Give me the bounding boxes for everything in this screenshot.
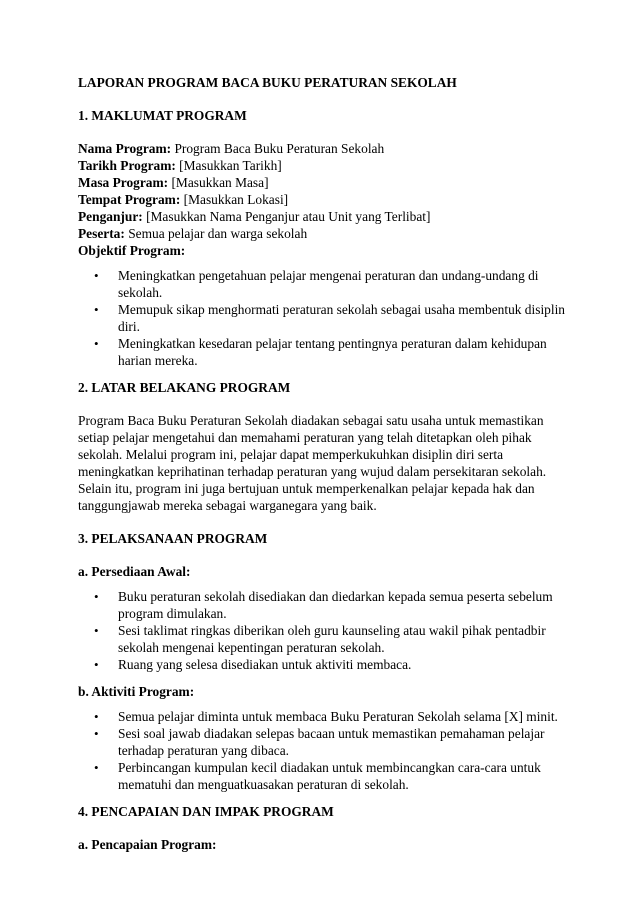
list-item <box>78 588 570 622</box>
info-penganjur <box>78 208 570 225</box>
list-item-text: Sesi soal jawab diadakan selepas bacaan untuk memastikan pemahaman pelajar terhadap peraturan yang dibaca. <box>118 726 545 758</box>
persediaan-list <box>78 588 570 673</box>
list-item-text: Semua pelajar diminta untuk membaca Buku Peraturan Sekolah selama [X] minit. <box>118 709 558 724</box>
bullet-icon: • <box>94 760 99 775</box>
list-item <box>78 267 570 301</box>
info-label: Masa Program: <box>78 175 169 190</box>
list-item <box>78 708 570 725</box>
list-item-text: Meningkatkan kesedaran pelajar tentang pentingnya peraturan dalam kehidupan harian mereka. <box>118 336 547 368</box>
background-paragraph: Program Baca Buku Peraturan Sekolah diadakan sebagai satu usaha untuk memastikan setiap pelajar mengetahui dan memahami peraturan yang telah ditetapkan oleh pihak sekolah. Melalui program ini, pelajar dapat memperkukuhkan disiplin diri serta meningkatkan keprihatinan terhadap peraturan yang wujud dalam persekitaran sekolah. Selain itu, program ini juga bertujuan untuk memperkenalkan pelajar kepada hak dan tanggungjawab mereka sebagai warganegara yang baik. <box>78 413 547 513</box>
bullet-icon: • <box>94 657 99 672</box>
info-value: [Masukkan Tarikh] <box>175 158 282 173</box>
bullet-icon: • <box>94 268 99 283</box>
bullet-icon: • <box>94 709 99 724</box>
section-4-heading: 4. PENCAPAIAN DAN IMPAK PROGRAM <box>78 804 334 819</box>
section-3-heading: 3. PELAKSANAAN PROGRAM <box>78 531 268 546</box>
info-peserta <box>78 225 570 242</box>
info-label: Peserta: <box>78 226 125 241</box>
program-info <box>78 140 570 259</box>
info-label: Tempat Program: <box>78 192 181 207</box>
list-item <box>78 759 570 793</box>
info-tarikh-program <box>78 157 570 174</box>
bullet-icon: • <box>94 302 99 317</box>
list-item <box>78 622 570 656</box>
section-2-heading: 2. LATAR BELAKANG PROGRAM <box>78 380 291 395</box>
document-page <box>78 74 570 869</box>
list-item-text: Perbincangan kumpulan kecil diadakan untuk membincangkan cara-cara untuk mematuhi dan menguatkuasakan peraturan di sekolah. <box>118 760 541 792</box>
list-item-text: Meningkatkan pengetahuan pelajar mengenai peraturan dan undang-undang di sekolah. <box>118 268 539 300</box>
info-nama-program <box>78 140 570 157</box>
info-value: [Masukkan Lokasi] <box>180 192 289 207</box>
list-item-text: Memupuk sikap menghormati peraturan sekolah sebagai usaha membentuk disiplin diri. <box>118 302 565 334</box>
list-item <box>78 335 570 369</box>
section-1-heading: 1. MAKLUMAT PROGRAM <box>78 108 247 123</box>
list-item <box>78 656 570 673</box>
subsection-persediaan-heading: a. Persediaan Awal: <box>78 564 191 579</box>
subsection-aktiviti-heading: b. Aktiviti Program: <box>78 684 195 699</box>
list-item-text: Sesi taklimat ringkas diberikan oleh guru kaunseling atau wakil pihak pentadbir sekolah mengenai kepentingan peraturan sekolah. <box>118 623 546 655</box>
bullet-icon: • <box>94 336 99 351</box>
bullet-icon: • <box>94 623 99 638</box>
info-label: Tarikh Program: <box>78 158 176 173</box>
list-item <box>78 725 570 759</box>
list-item-text: Ruang yang selesa disediakan untuk aktiviti membaca. <box>118 657 412 672</box>
info-value: Program Baca Buku Peraturan Sekolah <box>171 141 385 156</box>
info-label: Penganjur: <box>78 209 143 224</box>
info-objektif <box>78 242 570 259</box>
objectives-list <box>78 267 570 369</box>
info-masa-program <box>78 174 570 191</box>
info-value: [Masukkan Masa] <box>168 175 269 190</box>
list-item-text: Buku peraturan sekolah disediakan dan diedarkan kepada semua peserta sebelum program dimulakan. <box>118 589 553 621</box>
list-item <box>78 301 570 335</box>
info-value: Semua pelajar dan warga sekolah <box>124 226 308 241</box>
bullet-icon: • <box>94 726 99 741</box>
subsection-pencapaian-heading: a. Pencapaian Program: <box>78 837 217 852</box>
bullet-icon: • <box>94 589 99 604</box>
document-title: LAPORAN PROGRAM BACA BUKU PERATURAN SEKOLAH <box>78 75 457 90</box>
info-value: [Masukkan Nama Penganjur atau Unit yang Terlibat] <box>142 209 431 224</box>
info-tempat-program <box>78 191 570 208</box>
info-label: Nama Program: <box>78 141 172 156</box>
aktiviti-list <box>78 708 570 793</box>
info-label: Objektif Program: <box>78 243 186 258</box>
